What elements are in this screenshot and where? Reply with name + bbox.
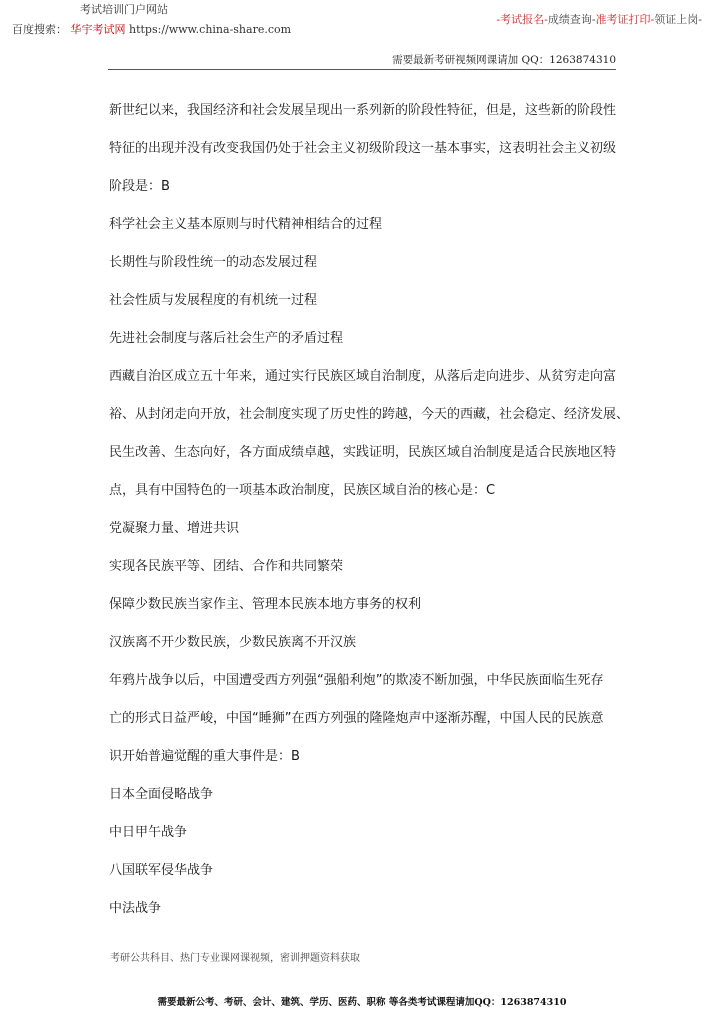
- link-admission-ticket[interactable]: 准考证打印-: [595, 13, 655, 26]
- text-line: 亡的形式日益严峻，中国“睡狮”在西方列强的隆隆炮声中逐渐苏醒，中国人民的民族意: [109, 711, 604, 726]
- footer-note: 考研公共科目、热门专业课网课视频，密训押题资料获取: [110, 953, 360, 964]
- text-line: 特征的出现并没有改变我国仍处于社会主义初级阶段这一基本事实，这表明社会主义初级: [109, 141, 617, 156]
- site-title: 考试培训门户网站: [80, 3, 168, 16]
- text-line: 新世纪以来，我国经济和社会发展呈现出一系列新的阶段性特征，但是，这些新的阶段性: [109, 103, 617, 118]
- text-line: 社会性质与发展程度的有机统一过程: [109, 293, 318, 308]
- header-divider: [108, 69, 616, 70]
- text-line: 西藏自治区成立五十年来，通过实行民族区域自治制度，从落后走向进步、从贫穷走向富: [109, 369, 617, 384]
- text-line: 中日甲午战争: [109, 825, 188, 840]
- text-line: 裕、从封闭走向开放，社会制度实现了历史性的跨越，今天的西藏，社会稳定、经济发展、: [109, 407, 630, 422]
- text-line: 长期性与阶段性统一的动态发展过程: [109, 255, 318, 270]
- search-line: [12, 21, 291, 37]
- text-line: 识开始普遍觉醒的重大事件是：B: [109, 749, 300, 764]
- text-line: 点，具有中国特色的一项基本政治制度，民族区域自治的核心是：C: [109, 483, 496, 498]
- search-label: 百度搜索：: [12, 23, 67, 36]
- question-content: [109, 92, 629, 928]
- text-line: 汉族离不开少数民族，少数民族离不开汉族: [109, 635, 357, 650]
- text-line: 先进社会制度与落后社会生产的矛盾过程: [109, 331, 344, 346]
- link-score-query[interactable]: 成绩查询-: [547, 13, 596, 26]
- text-line: 八国联军侵华战争: [109, 863, 214, 878]
- header-links: [496, 11, 702, 27]
- text-line: 党凝聚力量、增进共识: [109, 521, 240, 536]
- text-line: 民生改善、生态向好，各方面成绩卓越，实践证明，民族区域自治制度是适合民族地区特: [109, 445, 617, 460]
- contact-line: 需要最新考研视频网课请加 QQ：1263874310: [392, 54, 616, 66]
- link-exam-registration[interactable]: -考试报名-: [496, 13, 548, 26]
- text-line: 实现各民族平等、团结、合作和共同繁荣: [109, 559, 344, 574]
- brand-name[interactable]: 华宇考试网: [70, 23, 126, 36]
- link-certificate[interactable]: 领证上岗-: [654, 13, 702, 26]
- text-line: 日本全面侵略战争: [109, 787, 214, 802]
- site-url[interactable]: https://www.china-share.com: [129, 23, 292, 36]
- footer-contact: 需要最新公考、考研、会计、建筑、学历、医药、职称 等各类考试课程请加QQ：1263874310: [157, 997, 567, 1008]
- text-line: 中法战争: [109, 901, 162, 916]
- text-line: 保障少数民族当家作主、管理本民族本地方事务的权利: [109, 597, 422, 612]
- text-line: 科学社会主义基本原则与时代精神相结合的过程: [109, 217, 383, 232]
- text-line: 年鸦片战争以后，中国遭受西方列强“强船利炮”的欺凌不断加强，中华民族面临生死存: [109, 673, 604, 688]
- text-line: 阶段是：B: [109, 179, 170, 194]
